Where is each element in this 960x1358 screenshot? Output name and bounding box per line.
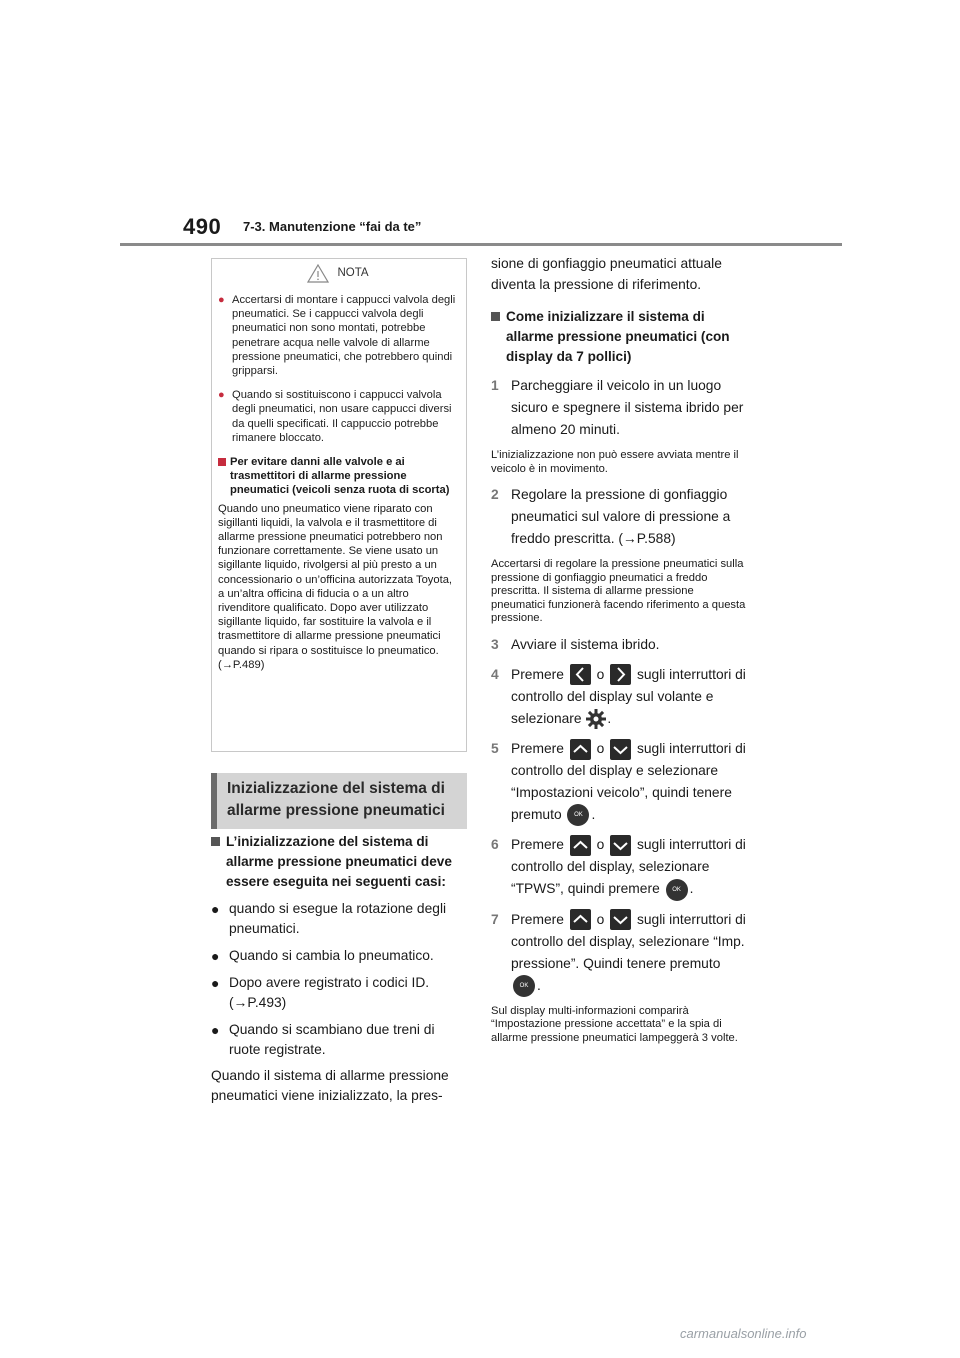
step-text-part: sugli interruttori di controllo del display, selezionare “TPWS”, quindi premere [511, 837, 746, 897]
body-paragraph: Quando il sistema di allarme pressione pneumatici viene inizializzato, la pres- [211, 1068, 449, 1103]
step-2 [491, 484, 747, 550]
step-text-part: sugli interruttori di controllo del display sul volante e selezionare [511, 666, 746, 726]
step-text-part: o [596, 911, 605, 927]
step-text-part: o [596, 837, 605, 853]
bullet-icon: ● [211, 901, 220, 917]
step-6 [491, 834, 747, 900]
step-text [511, 664, 747, 730]
step-number: 5 [491, 740, 499, 756]
nota-item [218, 293, 458, 378]
step-text-part: Premere [511, 666, 564, 682]
sub-heading [491, 307, 747, 367]
nota-title: NOTA [337, 267, 369, 279]
nota-subheading-text: Per evitare danni alle valvole e ai trasmettitori di allarme pressione pneumatici (veicoli senza ruota di scorta) [230, 456, 450, 497]
sub-heading [211, 832, 467, 892]
list-item [211, 899, 467, 939]
ok-button-icon: OK [567, 804, 589, 826]
nota-item-text: Quando si sostituiscono i cappucci valvola degli pneumatici, non usare cappucci diversi da quelli specificati. Il cappuccio potrebbe rimanere bloccato. [232, 389, 452, 444]
nota-paragraph: Quando uno pneumatico viene riparato con sigillanti liquidi, la valvola e il trasmettitore di allarme pressione pneumatici potrebbero non funzionare correttamente. Se viene usato un sigillante liquido, rivolgersi al più presto a un concessionario o un’officina autorizzata Toyota, a un’altra officina di fiducia o a un altro rivenditore qualificato. Dopo aver utilizzato sigillante liquido, far sostituire la valvola e il trasmettitore di allarme pressione pneumatici quando si ripara o sostituisce lo pneumatico. (→P.489) [218, 502, 453, 671]
step-text-part: sugli interruttori di controllo del display e selezionare “Impostazioni veicolo”, quindi tenere premuto [511, 740, 746, 822]
step-number: 3 [491, 636, 499, 652]
list-item-text: Dopo avere registrato i codici ID. (→P.493) [229, 975, 430, 1010]
step-number: 1 [491, 378, 499, 393]
step-number: 4 [491, 666, 499, 682]
left-column [211, 832, 467, 1106]
step-number: 2 [491, 487, 499, 502]
step-text-part: o [596, 666, 605, 682]
section-header: 7-3. Manutenzione “fai da te” [243, 219, 422, 234]
step-text-part: . [607, 710, 612, 726]
gear-icon [585, 708, 607, 730]
step-text-part: . [591, 806, 596, 822]
page-number: 490 [183, 214, 222, 239]
sub-heading-text: Come inizializzare il sistema di allarme pressione pneumatici (con display da 7 pollici) [506, 309, 730, 364]
square-icon [211, 837, 220, 846]
bullet-icon: ● [211, 975, 220, 991]
step-text: Regolare la pressione di gonfiaggio pneumatici sul valore di pressione a freddo prescritta. (→P.588) [511, 487, 731, 546]
chevron-down-icon [610, 739, 631, 760]
square-icon [491, 312, 500, 321]
step-note: L’inizializzazione non può essere avviata mentre il veicolo è in movimento. [491, 449, 739, 475]
right-column [491, 253, 747, 1045]
chevron-right-icon [610, 664, 631, 685]
list-item-text: quando si esegue la rotazione degli pneumatici. [229, 901, 447, 936]
step-text [511, 738, 747, 826]
step-4 [491, 664, 747, 730]
red-bullet-icon: ● [218, 294, 225, 306]
list-item-text: Quando si scambiano due treni di ruote registrate. [229, 1022, 435, 1057]
step-number: 7 [491, 911, 499, 927]
list-item [211, 1020, 467, 1060]
nota-item [218, 388, 458, 445]
chevron-up-icon [570, 835, 591, 856]
red-bullet-icon: ● [218, 389, 225, 402]
red-square-icon [218, 458, 226, 466]
chevron-left-icon [570, 664, 591, 685]
header-rule [120, 243, 842, 246]
step-note: Sul display multi-informazioni comparirà “Impostazione pressione accettata” e la spia di allarme pressione pneumatici lampeggerà 3 volte. [491, 1004, 738, 1044]
step-text [511, 909, 747, 997]
step-text [511, 834, 747, 900]
bullet-icon: ● [211, 1022, 220, 1038]
chevron-up-icon [570, 739, 591, 760]
bullet-icon: ● [211, 948, 220, 964]
step-text-part: . [537, 977, 541, 993]
step-1 [491, 375, 747, 441]
step-text-part: Premere [511, 837, 564, 853]
body-paragraph: sione di gonfiaggio pneumatici attuale diventa la pressione di riferimento. [491, 256, 722, 292]
nota-header [218, 259, 458, 287]
list-item-text: Quando si cambia lo pneumatico. [229, 948, 434, 963]
list-item [211, 973, 467, 1013]
step-note: Accertarsi di regolare la pressione pneumatici sulla pressione di gonfiaggio pneumatici a freddo prescritta. Il sistema di allarme pressione pneumatici funzionerà facendo riferimento a questa pressione. [491, 558, 746, 624]
step-text-part: Premere [511, 740, 564, 756]
list-item [211, 946, 467, 966]
chevron-down-icon [610, 835, 631, 856]
step-text-part: Premere [511, 911, 564, 927]
sub-heading-text: L’inizializzazione del sistema di allarme pressione pneumatici deve essere eseguita nei seguenti casi: [226, 834, 452, 889]
section-heading: Inizializzazione del sistema di allarme pressione pneumatici [211, 773, 467, 829]
chevron-down-icon [610, 909, 631, 930]
step-5 [491, 738, 747, 826]
nota-subheading [218, 455, 458, 498]
watermark: carmanualsonline.info [680, 1326, 807, 1341]
step-text: Parcheggiare il veicolo in un luogo sicuro e spegnere il sistema ibrido per almeno 20 minuti. [511, 378, 744, 437]
ok-button-icon: OK [513, 975, 535, 997]
nota-box [211, 258, 467, 752]
step-3 [491, 634, 747, 656]
ok-button-icon: OK [666, 879, 688, 901]
step-text: Avviare il sistema ibrido. [511, 636, 660, 652]
step-7 [491, 909, 747, 997]
step-number: 6 [491, 837, 499, 853]
nota-item-text: Accertarsi di montare i cappucci valvola degli pneumatici. Se i cappucci valvola degli pneumatici non sono montati, potrebbe penetrare acqua nelle valvole di allarme pressione pneumatici, che potrebbero quindi gripparsi. [232, 294, 456, 378]
step-text-part: sugli interruttori di controllo del display, selezionare “Imp. pressione”. Quindi tenere premuto [511, 911, 746, 971]
step-text-part: . [689, 881, 694, 897]
step-text-part: o [596, 740, 605, 756]
warning-triangle-icon [307, 264, 329, 283]
chevron-up-icon [570, 909, 591, 930]
